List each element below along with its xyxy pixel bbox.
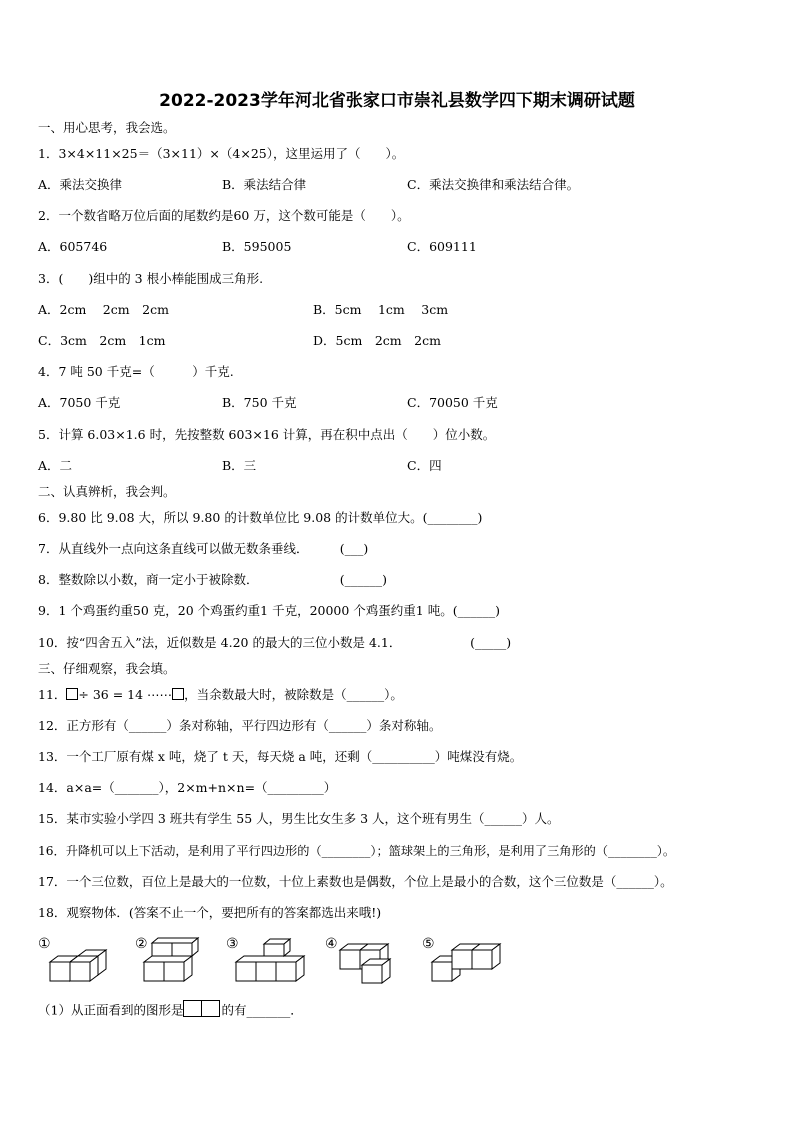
q4-option-a: A．7050 千克 xyxy=(38,395,121,410)
cube-drawings xyxy=(38,936,508,984)
section-heading-2: 二、认真辨析，我会判。 xyxy=(38,484,176,499)
q11-suffix: ，当余数最大时，被除数是（______）。 xyxy=(184,687,403,702)
q11-prefix: 11． xyxy=(38,687,67,702)
question-2: 2．一个数省略万位后面的尾数约是60 万，这个数可能是（ ）。 xyxy=(38,208,410,223)
q5-option-b: B．三 xyxy=(222,458,257,473)
question-7: 7．从直线外一点向这条直线可以做无数条垂线． (___) xyxy=(38,541,369,556)
question-16: 16．升降机可以上下活动，是利用了平行四边形的（________）；篮球架上的三角形，是利用了三角形的（________）。 xyxy=(38,844,676,858)
question-11 xyxy=(38,686,403,705)
q2-option-a: A．605746 xyxy=(38,239,108,254)
q4-option-b: B．750 千克 xyxy=(222,395,297,410)
cube-figures xyxy=(38,936,508,984)
question-3: 3．( )组中的 3 根小棒能围成三角形. xyxy=(38,271,264,286)
q1-option-a: A．乘法交换律 xyxy=(38,177,123,192)
figure-label-2: ② xyxy=(135,936,148,952)
q1-option-c: C．乘法交换律和乘法结合律。 xyxy=(407,177,580,192)
q1-option-b: B．乘法结合律 xyxy=(222,177,307,192)
question-18: 18．观察物体．(答案不止一个，要把所有的答案都选出来哦!) xyxy=(38,905,382,920)
figure-label-5: ⑤ xyxy=(422,936,435,952)
q3-option-c: C．3cm 2cm 1cm xyxy=(38,333,166,348)
q2-option-c: C．609111 xyxy=(407,239,477,254)
q18-sub-prefix: （1）从正面看到的图形是 xyxy=(38,1002,184,1018)
question-17: 17．一个三位数，百位上是最大的一位数，十位上素数也是偶数，个位上是最小的合数，这个三位数是（______）。 xyxy=(38,874,673,889)
q3-option-d: D．5cm 2cm 2cm xyxy=(313,333,441,348)
question-15: 15．某市实验小学四 3 班共有学生 55 人，男生比女生多 3 人，这个班有男生（______）人。 xyxy=(38,811,560,826)
figure-2-cubes-icon xyxy=(144,938,198,981)
question-10: 10．按“四舍五入”法，近似数是 4.20 的最大的三位小数是 4.1． (_____) xyxy=(38,635,512,650)
question-18-sub-1 xyxy=(38,1000,303,1022)
q5-option-a: A．二 xyxy=(38,458,73,473)
section-heading-3: 三、仔细观察，我会填。 xyxy=(38,661,176,676)
page-title: 2022-2023学年河北省张家口市崇礼县数学四下期末调研试题 xyxy=(159,91,635,111)
blank-square-icon xyxy=(66,687,78,705)
blank-square-icon xyxy=(172,687,184,705)
question-14: 14．a×a=（_______），2×m+n×n=（_________） xyxy=(38,780,337,795)
q3-option-b: B．5cm 1cm 3cm xyxy=(313,302,449,317)
figure-3-cubes-icon xyxy=(236,939,304,981)
q3-option-a: A．2cm 2cm 2cm xyxy=(38,302,169,317)
q2-option-b: B．595005 xyxy=(222,239,292,254)
question-9: 9．1 个鸡蛋约重50 克，20 个鸡蛋约重1 千克，20000 个鸡蛋约重1 吨。(______) xyxy=(38,603,500,618)
figure-5-cubes-icon xyxy=(432,944,500,981)
figure-label-1: ① xyxy=(38,936,51,952)
q4-option-c: C．70050 千克 xyxy=(407,395,498,410)
figure-4-cubes-icon xyxy=(340,944,390,983)
q5-option-c: C．四 xyxy=(407,458,442,473)
question-8: 8．整数除以小数，商一定小于被除数． (______) xyxy=(38,572,387,587)
question-1: 1．3×4×11×25＝（3×11）×（4×25），这里运用了（ ）。 xyxy=(38,146,405,161)
question-5: 5．计算 6.03×1.6 时，先按整数 603×16 计算，再在积中点出（ ）位小数。 xyxy=(38,427,496,442)
question-6: 6．9.80 比 9.08 大，所以 9.80 的计数单位比 9.08 的计数单位大。(________) xyxy=(38,510,483,525)
q11-expression: ÷ 36 = 14 ⋯⋯ xyxy=(78,687,173,702)
q18-sub-suffix: 的有_______． xyxy=(221,1002,303,1018)
question-13: 13．一个工厂原有煤 x 吨，烧了 t 天，每天烧 a 吨，还剩（__________）吨煤没有烧。 xyxy=(38,749,523,764)
figure-1-cubes-icon xyxy=(50,950,106,981)
section-heading-1: 一、用心思考，我会选。 xyxy=(38,120,176,135)
question-4: 4．7 吨 50 千克=（ ）千克. xyxy=(38,364,234,379)
figure-label-4: ④ xyxy=(325,936,338,952)
figure-label-3: ③ xyxy=(226,936,239,952)
two-squares-icon xyxy=(183,1000,221,1022)
question-12: 12．正方形有（______）条对称轴，平行四边形有（______）条对称轴。 xyxy=(38,718,442,733)
